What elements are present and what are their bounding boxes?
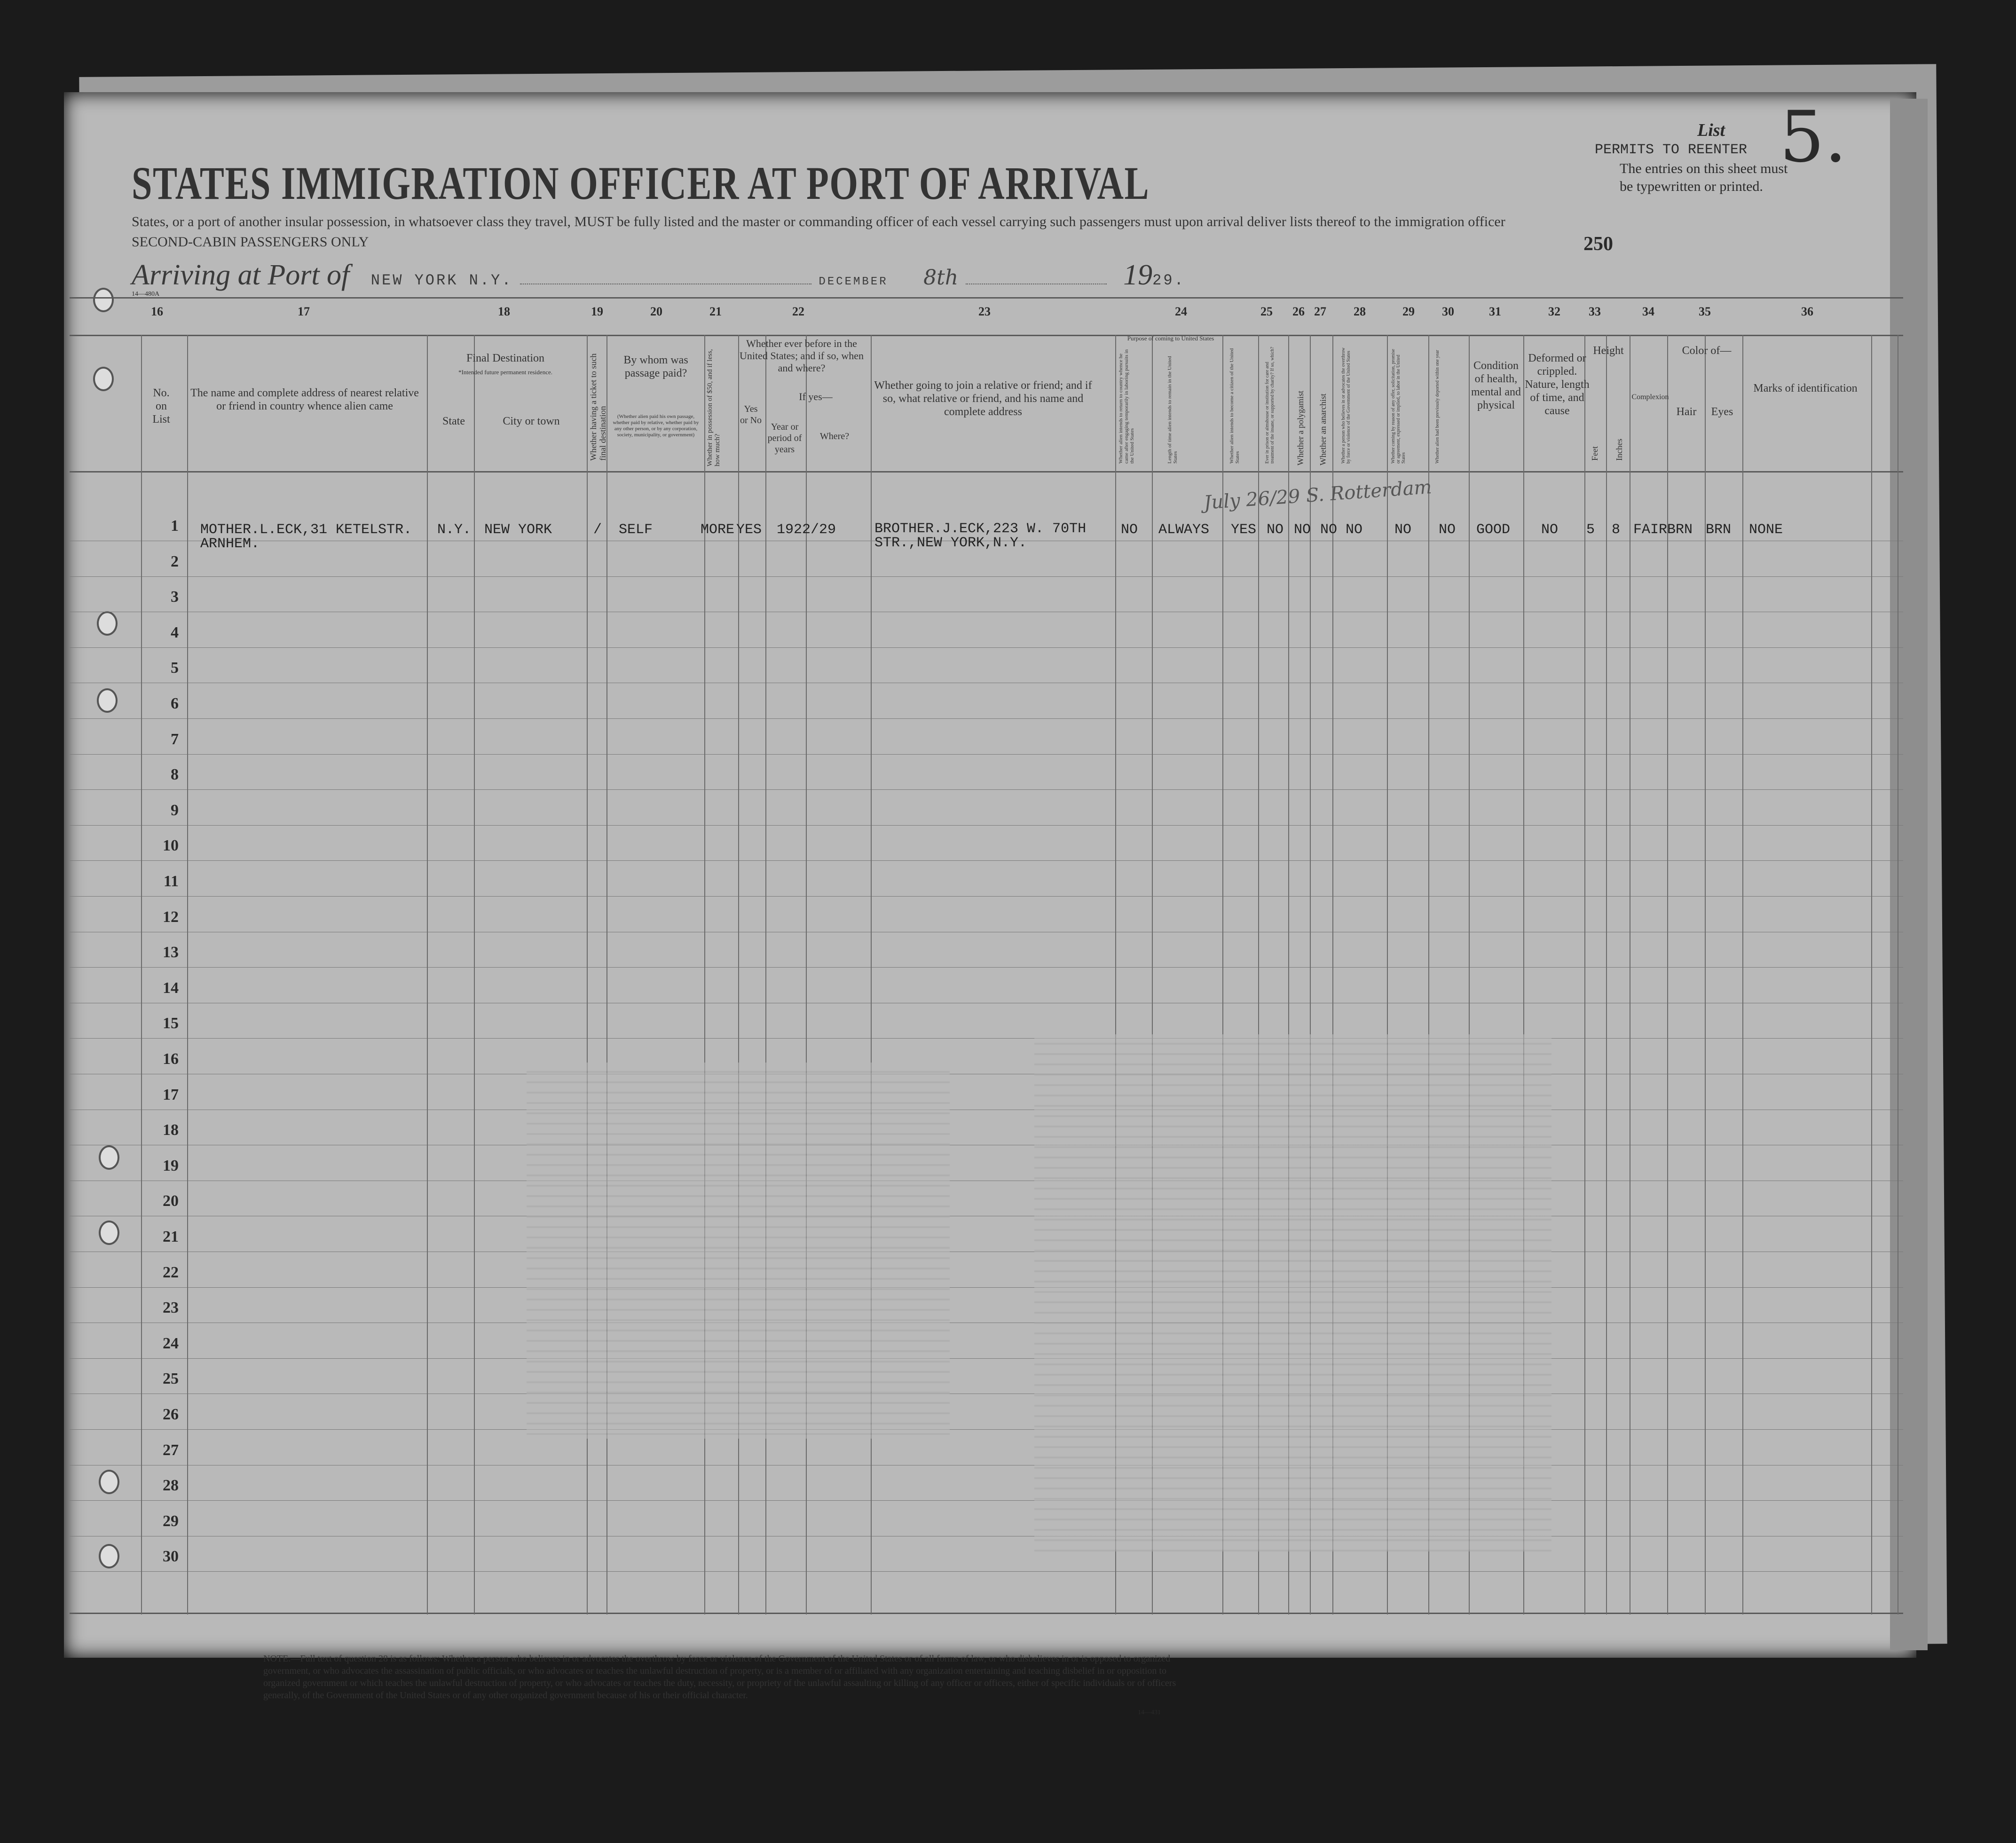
col-31-header: Condition of health, mental and physical [1471, 360, 1521, 411]
complexion: FAIR [1633, 522, 1668, 538]
row-number: 17 [163, 1086, 179, 1103]
column-number: 21 [709, 305, 722, 318]
row-number: 14 [163, 979, 179, 997]
col-22-where: Where? [819, 431, 850, 441]
column-rule [1742, 335, 1743, 1615]
column-rule [474, 335, 475, 1615]
col-16-header: No. on List [152, 387, 170, 425]
column-number: 19 [591, 305, 603, 318]
column-number: 33 [1589, 305, 1601, 318]
year-suffix: 29. [1152, 272, 1185, 289]
row-number: 26 [163, 1406, 179, 1423]
row-rule [70, 576, 1903, 577]
column-rule [427, 335, 428, 1615]
punch-hole [99, 1145, 119, 1170]
row-number: 13 [163, 944, 179, 961]
row-number: 24 [163, 1334, 179, 1352]
row-rule [70, 896, 1903, 897]
col-24b-header: Length of time alien intends to remain in the United States [1167, 356, 1178, 464]
column-number: 34 [1642, 305, 1654, 318]
column-number: 25 [1260, 305, 1273, 318]
passenger-class: SECOND-CABIN PASSENGERS ONLY [132, 234, 369, 250]
dest-city: NEW YORK [484, 522, 552, 538]
handwritten-annotation: July 26/29 S. Rotterdam [1203, 476, 1433, 514]
passage-paid-by: SELF [619, 522, 653, 538]
table-rule [70, 335, 1903, 336]
height-inches: 8 [1612, 522, 1621, 538]
row-number: 8 [171, 766, 179, 784]
form-instructions: States, or a port of another insular possession, in whatsoever class they travel, MUST be fully listed and the master or commanding officer of each vessel carrying such passengers must upon arrival deliver lists thereof to the immigration officer [132, 214, 1505, 229]
column-number: 22 [792, 305, 804, 318]
column-number: 36 [1801, 305, 1813, 318]
col-35-hair: Hair [1676, 406, 1697, 418]
before-in-us: YES [736, 522, 762, 538]
port-name: NEW YORK N.Y. [370, 272, 513, 289]
row-rule [70, 789, 1903, 790]
row-rule [70, 1500, 1903, 1501]
row-number: 22 [163, 1263, 179, 1281]
deported-answer: NO [1439, 522, 1456, 538]
col-20-header: By whom was passage paid? [623, 354, 688, 379]
relative-address [200, 523, 412, 551]
col-24a-header: Whether alien intends to return to country whence he came after engaging temporarily in laboring pursuits in the United States [1118, 349, 1135, 464]
row-number: 1 [171, 517, 179, 535]
punch-hole [99, 1470, 119, 1494]
ticket-mark: / [593, 522, 602, 538]
length-of-stay: ALWAYS [1158, 522, 1210, 538]
punch-hole [97, 688, 118, 713]
punch-hole [93, 288, 114, 312]
row-number: 25 [163, 1370, 179, 1388]
arrival-month: DECEMBER [819, 276, 888, 288]
page-edges [1890, 99, 1928, 1650]
row-rule [70, 647, 1903, 648]
row-number: 29 [163, 1512, 179, 1530]
row-number: 7 [171, 730, 179, 748]
column-rule [187, 335, 188, 1615]
deformed-answer: NO [1541, 522, 1559, 538]
row-rule [70, 1287, 1903, 1288]
money-possession: MORE [701, 522, 735, 538]
col-33-inches: Inches [1614, 439, 1624, 461]
row-number: 20 [163, 1192, 179, 1210]
anarchist-answer: NO [1320, 522, 1338, 538]
before-year: 1922/29 [777, 522, 836, 538]
row-number: 28 [163, 1477, 179, 1495]
typewrite-instruction [1620, 160, 1788, 196]
col-26-header: Whether a polygamist [1296, 391, 1305, 465]
col-35-header: Color of— [1682, 345, 1732, 357]
row-number: 4 [171, 623, 179, 641]
col-25-header: Ever in prison or almshouse or institution for care and treatment of the insane, or supported by charity? If so, which? [1265, 347, 1275, 464]
relative-address-line: ARNHEM. [200, 536, 260, 552]
col-20-note: (Whether alien paid his own passage, whether paid by relative, whether paid by any other person, or by any corporation, society, municipality, or government) [613, 414, 699, 438]
row-rule [70, 1429, 1903, 1430]
form-id: 14—480A [132, 291, 160, 298]
arriving-label: Arriving at Port of [132, 259, 350, 291]
row-number: 30 [163, 1548, 179, 1566]
joining-relative-line: BROTHER.J.ECK,223 W. 70TH [874, 521, 1087, 537]
row-rule [70, 1038, 1903, 1039]
prison-answer: NO [1267, 522, 1284, 538]
row-rule [70, 825, 1903, 826]
column-number: 24 [1175, 305, 1187, 318]
table-rule [70, 471, 1903, 473]
row-number: 6 [171, 695, 179, 712]
col-18-note: *Intended future permanent residence. [458, 369, 552, 376]
row-number: 3 [171, 588, 179, 606]
row-rule [70, 967, 1903, 968]
row-number: 9 [171, 801, 179, 819]
col-17-header: The name and complete address of nearest relative or friend in country whence alien came [190, 387, 419, 412]
footer-form-id: 14—431 [1138, 1709, 1161, 1716]
punch-hole [99, 1544, 119, 1568]
col-33-feet: Feet [1590, 446, 1599, 461]
overthrow-answer: NO [1346, 522, 1363, 538]
permits-stamp: PERMITS TO REENTER [1595, 142, 1748, 158]
manifest-sheet [64, 92, 1916, 1658]
col-30-header: Whether alien had been previously deported within one year [1435, 350, 1440, 464]
col-22-ifyes: If yes— [799, 391, 833, 402]
row-number: 12 [163, 908, 179, 926]
column-rule [1871, 335, 1872, 1615]
list-label: List [1697, 120, 1725, 140]
instruction-line: The entries on this sheet must [1620, 161, 1788, 176]
col-22-yesno: Yes or No [740, 404, 762, 425]
column-number: 30 [1442, 305, 1454, 318]
column-number: 18 [498, 305, 510, 318]
col-18-city: City or town [503, 415, 560, 427]
col-21-header: Whether in possession of $50, and if less, how much? [706, 349, 721, 466]
column-number: 31 [1489, 305, 1501, 318]
col-24-title: Purpose of coming to United States [1127, 335, 1214, 342]
row-rule [70, 860, 1903, 861]
row-number: 21 [163, 1228, 179, 1245]
relative-address-line: MOTHER.L.ECK,31 KETELSTR. [200, 522, 412, 538]
col-19-header: Whether having a ticket to such final destination [589, 353, 607, 461]
dest-state: N.Y. [437, 522, 472, 538]
column-number: 28 [1354, 305, 1366, 318]
column-rule [141, 335, 142, 1615]
row-number: 18 [163, 1121, 179, 1139]
row-number: 11 [163, 873, 179, 890]
bleed-through-text [1034, 1034, 1551, 1552]
row-number: 5 [171, 659, 179, 677]
health-condition: GOOD [1476, 522, 1511, 538]
column-number: 35 [1699, 305, 1711, 318]
punch-hole [99, 1221, 119, 1245]
row-number: 16 [163, 1050, 179, 1068]
row-number: 10 [163, 837, 179, 855]
return-intent: NO [1121, 522, 1138, 538]
row-rule [70, 1358, 1903, 1359]
column-number: 29 [1402, 305, 1415, 318]
col-22-header: Whether ever before in the United States; and if so, when and where? [740, 338, 864, 374]
list-number: 5. [1780, 96, 1847, 178]
table-rule [70, 1613, 1903, 1614]
col-28-header: Whether a person who believes in or advocates the overthrow by force or violence of the Government of the United States [1341, 347, 1351, 464]
bleed-through-text [527, 1063, 950, 1439]
row-number: 23 [163, 1299, 179, 1317]
punch-hole [93, 367, 114, 391]
column-number: 26 [1292, 305, 1305, 318]
column-number: 32 [1548, 305, 1560, 318]
table-rule [70, 297, 1903, 299]
year-prefix: 19 [1123, 259, 1153, 291]
height-feet: 5 [1586, 522, 1595, 538]
row-number: 27 [163, 1441, 179, 1459]
citizen-intent: YES [1231, 522, 1257, 538]
col-27-header: Whether an anarchist [1318, 394, 1328, 465]
form-title: STATES IMMIGRATION OFFICER AT PORT OF ARRIVAL [132, 157, 1150, 209]
col-22-year: Year or period of years [767, 422, 802, 455]
column-rule [1606, 335, 1607, 1615]
column-number: 16 [151, 305, 163, 318]
column-rule [1584, 335, 1585, 1615]
col-24c-header: Whether alien intends to become a citizen of the United States [1229, 348, 1240, 464]
col-23-header: Whether going to join a relative or friend; and if so, what relative or friend, and his name and complete address [874, 379, 1092, 418]
row-number: 19 [163, 1157, 179, 1174]
col-35-eyes: Eyes [1711, 406, 1733, 418]
identification-marks: NONE [1749, 522, 1783, 538]
column-number: 27 [1314, 305, 1326, 318]
polygamist-answer: NO [1294, 522, 1311, 538]
row-rule [70, 1571, 1903, 1572]
column-number: 23 [978, 305, 991, 318]
labor-answer: NO [1394, 522, 1412, 538]
row-rule [70, 718, 1903, 719]
arrival-day: 8th [923, 266, 959, 290]
joining-relative [874, 522, 1086, 550]
column-number: 17 [298, 305, 310, 318]
punch-hole [97, 611, 118, 636]
col-29-header: Whether coming by reason of any offer, solicitation, promise or agreement, expressed or implied, to labor in the United States [1391, 349, 1406, 464]
col-18-state: State [442, 415, 465, 427]
hair-color: BRN [1667, 522, 1693, 538]
column-number: 20 [650, 305, 662, 318]
instruction-line: be typewritten or printed. [1620, 179, 1763, 194]
joining-relative-line: STR.,NEW YORK,N.Y. [874, 535, 1027, 551]
row-rule [70, 754, 1903, 755]
col-18-title: Final Destination [466, 352, 544, 364]
eye-color: BRN [1706, 522, 1732, 538]
col-36-header: Marks of identification [1753, 382, 1858, 394]
question-28-note: NOTE.—Full text of question 28 is as follows: Whether a person who believes in or advocates the overthrow by force or violence of the Government of the United States or of all forms of law, or who disbelieves in or is opposed to organized government, or who advocates the assassination of public officials, or who advocates or teaches the unlawful destruction of property, or is a member of or affiliated with any organization entertaining and teaching disbelief in or opposition to organized government or which teaches the unlawful destruction of property, or who advocates or teaches the duty, necessity, or propriety of the unlawful assaulting or killing of any officer or officers, either of specific individuals or of officers generally, of the Government of the United States or of any other organized government because of his or their official character. [263, 1654, 1176, 1701]
row-number: 15 [163, 1015, 179, 1032]
col-33-header: Height [1593, 345, 1624, 357]
sheet-number: 250 [1583, 233, 1613, 255]
col-34-header: Complexion [1631, 393, 1669, 401]
col-32-header: Deformed or crippled. Nature, length of time, and cause [1525, 352, 1590, 417]
row-number: 2 [171, 552, 179, 570]
arrival-line [132, 259, 1185, 292]
